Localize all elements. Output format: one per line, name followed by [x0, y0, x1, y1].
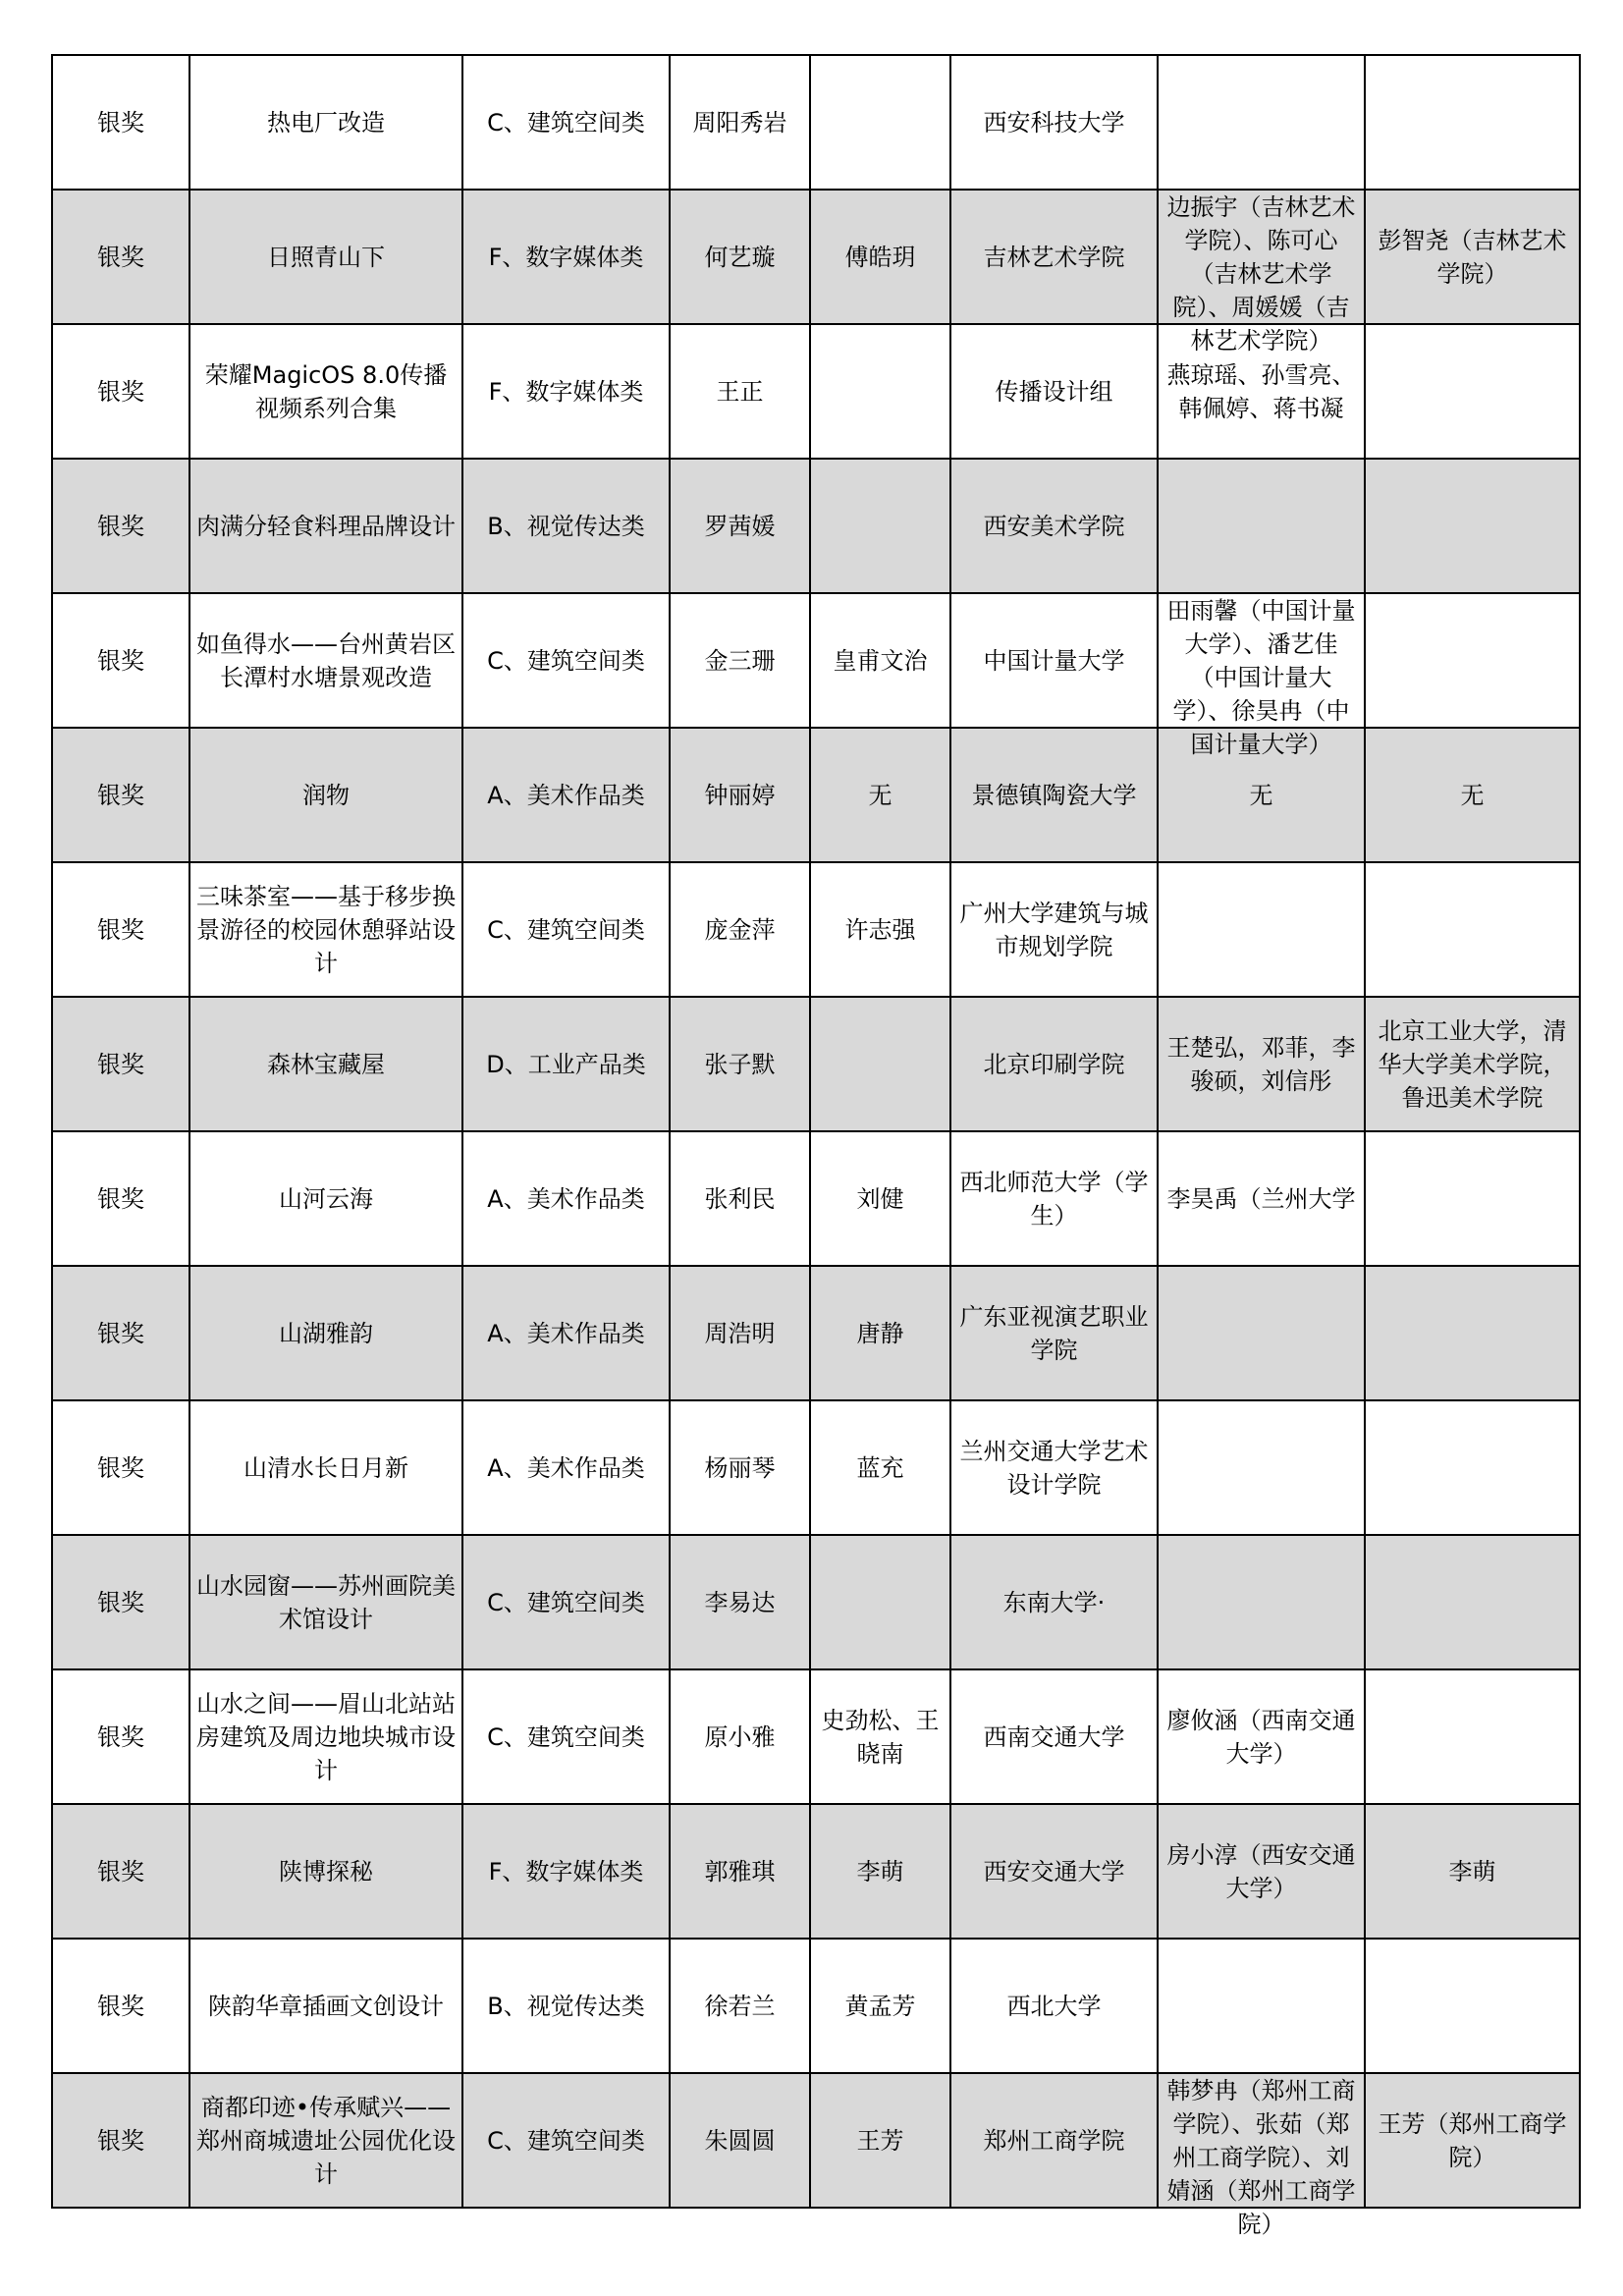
title-cell-text: 日照青山下 [267, 243, 385, 271]
author-cell [670, 459, 810, 593]
members-cell [1158, 1266, 1365, 1400]
author-cell-text: 庞金萍 [704, 915, 776, 944]
table-row [52, 55, 1580, 190]
members-cell-text: 廖攸涵（西南交通大学） [1166, 1706, 1356, 1768]
category-cell [462, 1131, 670, 1266]
category-cell [462, 862, 670, 997]
member-units-cell-text: 彭智尧（吉林艺术学院） [1378, 226, 1567, 288]
table-row [52, 1669, 1580, 1804]
member-units-cell [1365, 190, 1580, 324]
table-row [52, 1131, 1580, 1266]
member-units-cell-text: 王芳（郑州工商学院） [1378, 2109, 1567, 2171]
unit-cell-text: 西南交通大学 [983, 1722, 1125, 1751]
unit-cell-text: 广东亚视演艺职业学院 [959, 1302, 1149, 1364]
advisor-cell [810, 593, 950, 728]
unit-cell [950, 997, 1158, 1131]
table-row [52, 190, 1580, 324]
unit-cell [950, 324, 1158, 459]
title-cell [189, 862, 462, 997]
author-cell [670, 1131, 810, 1266]
unit-cell-text: 中国计量大学 [983, 646, 1125, 675]
advisor-cell [810, 459, 950, 593]
author-cell-text: 金三珊 [704, 646, 776, 675]
title-cell [189, 1266, 462, 1400]
unit-cell-text: 西北大学 [1006, 1992, 1102, 2020]
member-units-cell [1365, 55, 1580, 190]
category-cell-text: B、视觉传达类 [487, 512, 645, 540]
award-cell-text: 银奖 [97, 2126, 144, 2155]
advisor-cell [810, 2073, 950, 2208]
title-cell-text: 山湖雅韵 [279, 1319, 373, 1347]
category-cell [462, 459, 670, 593]
member-units-cell [1365, 1266, 1580, 1400]
author-cell-text: 钟丽婷 [704, 781, 776, 809]
author-cell-text: 杨丽琴 [704, 1453, 776, 1482]
title-cell [189, 324, 462, 459]
unit-cell-text: 西北师范大学（学生） [959, 1168, 1149, 1230]
unit-cell-text: 西安科技大学 [983, 108, 1125, 137]
members-cell [1158, 997, 1365, 1131]
unit-cell-text: 吉林艺术学院 [983, 243, 1125, 271]
unit-cell [950, 593, 1158, 728]
member-units-cell [1365, 728, 1580, 862]
author-cell [670, 997, 810, 1131]
members-cell-text: 李昊禹（兰州大学 [1166, 1184, 1356, 1213]
category-cell [462, 997, 670, 1131]
members-cell [1158, 1535, 1365, 1669]
advisor-cell-text: 王芳 [856, 2126, 904, 2155]
title-cell [189, 1131, 462, 1266]
category-cell [462, 1400, 670, 1535]
author-cell-text: 郭雅琪 [704, 1857, 776, 1886]
award-cell-text: 银奖 [97, 1588, 144, 1616]
unit-cell-text: 西安交通大学 [983, 1857, 1125, 1886]
award-cell-text: 银奖 [97, 243, 144, 271]
award-cell-text: 银奖 [97, 1050, 144, 1078]
title-cell-text: 山河云海 [279, 1184, 373, 1213]
advisor-cell-text: 黄孟芳 [844, 1992, 916, 2020]
title-cell [189, 2073, 462, 2208]
title-cell [189, 593, 462, 728]
member-units-cell-text: 无 [1460, 781, 1485, 809]
award-cell [52, 324, 189, 459]
category-cell-text: C、建筑空间类 [487, 1722, 645, 1751]
title-cell-text: 商都印迹•传承赋兴——郑州商城遗址公园优化设计 [196, 2093, 456, 2188]
title-cell [189, 55, 462, 190]
award-cell-text: 银奖 [97, 512, 144, 540]
author-cell [670, 862, 810, 997]
title-cell [189, 1939, 462, 2073]
award-cell-text: 银奖 [97, 108, 144, 137]
member-units-cell [1365, 2073, 1580, 2208]
category-cell-text: D、工业产品类 [486, 1050, 646, 1078]
unit-cell [950, 1669, 1158, 1804]
unit-cell [950, 55, 1158, 190]
member-units-cell [1365, 1939, 1580, 2073]
author-cell [670, 1266, 810, 1400]
advisor-cell-text: 李萌 [856, 1857, 904, 1886]
award-cell [52, 2073, 189, 2208]
unit-cell-text: 传播设计组 [995, 377, 1113, 406]
advisor-cell [810, 1535, 950, 1669]
category-cell-text: C、建筑空间类 [487, 108, 645, 137]
unit-cell [950, 862, 1158, 997]
author-cell [670, 1804, 810, 1939]
category-cell-text: C、建筑空间类 [487, 2126, 645, 2155]
author-cell [670, 1535, 810, 1669]
category-cell [462, 2073, 670, 2208]
unit-cell-text: 北京印刷学院 [983, 1050, 1125, 1078]
advisor-cell [810, 324, 950, 459]
unit-cell [950, 1131, 1158, 1266]
title-cell [189, 1804, 462, 1939]
award-cell-text: 银奖 [97, 1857, 144, 1886]
advisor-cell-text: 许志强 [844, 915, 916, 944]
table-row [52, 1535, 1580, 1669]
awards-table [51, 54, 1581, 2238]
table-row [52, 459, 1580, 593]
member-units-cell-text: 李萌 [1448, 1857, 1496, 1886]
author-cell [670, 728, 810, 862]
award-cell-text: 银奖 [97, 1184, 144, 1213]
table-row [52, 1266, 1580, 1400]
table-row [52, 862, 1580, 997]
advisor-cell [810, 1939, 950, 2073]
member-units-cell [1365, 1400, 1580, 1535]
award-cell-text: 银奖 [97, 1319, 144, 1347]
members-cell-text: 房小淳（西安交通大学） [1166, 1840, 1356, 1902]
title-cell [189, 459, 462, 593]
category-cell [462, 55, 670, 190]
title-cell-text: 山水园窗——苏州画院美术馆设计 [196, 1571, 456, 1633]
members-cell [1158, 459, 1365, 593]
advisor-cell-text: 皇甫文治 [833, 646, 928, 675]
author-cell-text: 周阳秀岩 [692, 108, 787, 137]
category-cell-text: A、美术作品类 [487, 1319, 645, 1347]
author-cell-text: 何艺璇 [704, 243, 776, 271]
members-cell [1158, 1669, 1365, 1804]
author-cell [670, 2073, 810, 2208]
category-cell-text: C、建筑空间类 [487, 915, 645, 944]
unit-cell [950, 190, 1158, 324]
unit-cell [950, 728, 1158, 862]
title-cell [189, 1400, 462, 1535]
author-cell-text: 张利民 [704, 1184, 776, 1213]
author-cell [670, 1939, 810, 2073]
award-cell-text: 银奖 [97, 1992, 144, 2020]
table-row [52, 1804, 1580, 1939]
category-cell [462, 1266, 670, 1400]
author-cell-text: 原小雅 [704, 1722, 776, 1751]
category-cell-text: F、数字媒体类 [488, 1857, 644, 1886]
category-cell-text: B、视觉传达类 [487, 1992, 645, 2020]
author-cell-text: 朱圆圆 [704, 2126, 776, 2155]
unit-cell [950, 1400, 1158, 1535]
advisor-cell [810, 1804, 950, 1939]
category-cell-text: A、美术作品类 [487, 781, 645, 809]
member-units-cell [1365, 1131, 1580, 1266]
title-cell [189, 997, 462, 1131]
members-cell [1158, 862, 1365, 997]
author-cell-text: 李易达 [704, 1588, 776, 1616]
unit-cell [950, 1804, 1158, 1939]
advisor-cell-text: 傅皓玥 [844, 243, 916, 271]
category-cell-text: C、建筑空间类 [487, 1588, 645, 1616]
table-row [52, 2073, 1580, 2208]
advisor-cell [810, 862, 950, 997]
award-cell [52, 1939, 189, 2073]
award-cell [52, 1266, 189, 1400]
author-cell [670, 55, 810, 190]
author-cell [670, 1669, 810, 1804]
member-units-cell [1365, 1535, 1580, 1669]
author-cell [670, 190, 810, 324]
unit-cell [950, 1939, 1158, 2073]
award-cell [52, 1804, 189, 1939]
title-cell-text: 肉满分轻食料理品牌设计 [196, 512, 456, 540]
advisor-cell [810, 1669, 950, 1804]
member-units-cell [1365, 1804, 1580, 1939]
award-cell [52, 593, 189, 728]
members-cell [1158, 1131, 1365, 1266]
category-cell-text: C、建筑空间类 [487, 646, 645, 675]
members-cell-text: 王楚弘，邓菲，李骏硕，刘信彤 [1166, 1033, 1356, 1095]
category-cell [462, 1669, 670, 1804]
advisor-cell [810, 997, 950, 1131]
author-cell-text: 王正 [716, 377, 764, 406]
table-row [52, 1939, 1580, 2073]
member-units-cell-text: 北京工业大学，清华大学美术学院，鲁迅美术学院 [1378, 1016, 1567, 1112]
award-cell-text: 银奖 [97, 915, 144, 944]
title-cell-text: 润物 [302, 781, 350, 809]
award-cell-text: 银奖 [97, 377, 144, 406]
title-cell-text: 热电厂改造 [267, 108, 385, 137]
title-cell-text: 山清水长日月新 [243, 1453, 408, 1482]
unit-cell [950, 1535, 1158, 1669]
category-cell [462, 1535, 670, 1669]
category-cell [462, 728, 670, 862]
unit-cell [950, 1266, 1158, 1400]
author-cell-text: 徐若兰 [704, 1992, 776, 2020]
unit-cell-text: 西安美术学院 [983, 512, 1125, 540]
award-cell [52, 1535, 189, 1669]
title-cell [189, 728, 462, 862]
title-cell-text: 陕博探秘 [279, 1857, 373, 1886]
member-units-cell [1365, 459, 1580, 593]
unit-cell-text: 兰州交通大学艺术设计学院 [959, 1437, 1149, 1499]
award-cell-text: 银奖 [97, 781, 144, 809]
award-cell [52, 997, 189, 1131]
category-cell-text: A、美术作品类 [487, 1184, 645, 1213]
title-cell-text: 森林宝藏屋 [267, 1050, 385, 1078]
members-cell [1158, 593, 1365, 758]
member-units-cell [1365, 1669, 1580, 1804]
advisor-cell-text: 无 [868, 781, 893, 809]
title-cell-text: 荣耀MagicOS 8.0传播视频系列合集 [204, 360, 448, 422]
members-cell [1158, 190, 1365, 355]
members-cell-text: 燕琼瑶、孙雪亮、韩佩婷、蒋书凝 [1166, 360, 1356, 422]
members-cell-text: 韩梦冉（郑州工商学院）、张茹（郑州工商学院）、刘婧涵（郑州工商学院） [1166, 2077, 1356, 2238]
advisor-cell [810, 1131, 950, 1266]
table-row [52, 728, 1580, 862]
members-cell [1158, 1400, 1365, 1535]
award-cell [52, 190, 189, 324]
award-cell [52, 1669, 189, 1804]
category-cell [462, 1804, 670, 1939]
award-cell-text: 银奖 [97, 646, 144, 675]
author-cell-text: 罗茜媛 [704, 512, 776, 540]
category-cell [462, 1939, 670, 2073]
members-cell-text: 边振宇（吉林艺术学院）、陈可心（吉林艺术学院）、周媛媛（吉林艺术学院） [1166, 193, 1356, 355]
title-cell-text: 三味茶室——基于移步换景游径的校园休憩驿站设计 [196, 882, 456, 977]
unit-cell [950, 459, 1158, 593]
advisor-cell [810, 55, 950, 190]
title-cell-text: 陕韵华章插画文创设计 [208, 1992, 444, 2020]
member-units-cell [1365, 324, 1580, 459]
award-cell-text: 银奖 [97, 1722, 144, 1751]
category-cell [462, 324, 670, 459]
unit-cell-text: 郑州工商学院 [983, 2126, 1125, 2155]
members-cell-text: 无 [1249, 781, 1273, 809]
title-cell [189, 1669, 462, 1804]
advisor-cell-text: 史劲松、王晓南 [821, 1706, 940, 1768]
category-cell [462, 593, 670, 728]
award-cell [52, 1131, 189, 1266]
unit-cell-text: 景德镇陶瓷大学 [971, 781, 1137, 809]
author-cell-text: 张子默 [704, 1050, 776, 1078]
member-units-cell [1365, 997, 1580, 1131]
author-cell [670, 324, 810, 459]
category-cell-text: A、美术作品类 [487, 1453, 645, 1482]
title-cell-text: 山水之间——眉山北站站房建筑及周边地块城市设计 [196, 1689, 456, 1784]
category-cell-text: F、数字媒体类 [488, 377, 644, 406]
member-units-cell [1365, 862, 1580, 997]
members-cell [1158, 2073, 1365, 2238]
table-row [52, 1400, 1580, 1535]
category-cell-text: F、数字媒体类 [488, 243, 644, 271]
award-cell [52, 862, 189, 997]
award-cell [52, 728, 189, 862]
unit-cell-text: 东南大学· [1002, 1588, 1106, 1616]
members-cell [1158, 1804, 1365, 1939]
members-cell-text: 田雨馨（中国计量大学）、潘艺佳（中国计量大学）、徐昊冉（中国计量大学） [1166, 597, 1356, 758]
member-units-cell [1365, 593, 1580, 728]
advisor-cell-text: 蓝充 [856, 1453, 904, 1482]
author-cell [670, 1400, 810, 1535]
advisor-cell-text: 唐静 [856, 1319, 904, 1347]
title-cell [189, 1535, 462, 1669]
unit-cell-text: 广州大学建筑与城市规划学院 [959, 899, 1149, 960]
advisor-cell [810, 190, 950, 324]
award-cell [52, 1400, 189, 1535]
author-cell [670, 593, 810, 728]
title-cell [189, 190, 462, 324]
table-row [52, 997, 1580, 1131]
table-row [52, 593, 1580, 728]
advisor-cell [810, 1266, 950, 1400]
advisor-cell-text: 刘健 [856, 1184, 904, 1213]
author-cell-text: 周浩明 [704, 1319, 776, 1347]
advisor-cell [810, 1400, 950, 1535]
award-cell [52, 459, 189, 593]
award-cell-text: 银奖 [97, 1453, 144, 1482]
awards-table-body [52, 55, 1580, 2238]
category-cell [462, 190, 670, 324]
members-cell [1158, 1939, 1365, 2073]
unit-cell [950, 2073, 1158, 2208]
award-cell [52, 55, 189, 190]
table-row [52, 324, 1580, 459]
members-cell [1158, 55, 1365, 190]
advisor-cell [810, 728, 950, 862]
title-cell-text: 如鱼得水——台州黄岩区长潭村水塘景观改造 [196, 629, 456, 691]
